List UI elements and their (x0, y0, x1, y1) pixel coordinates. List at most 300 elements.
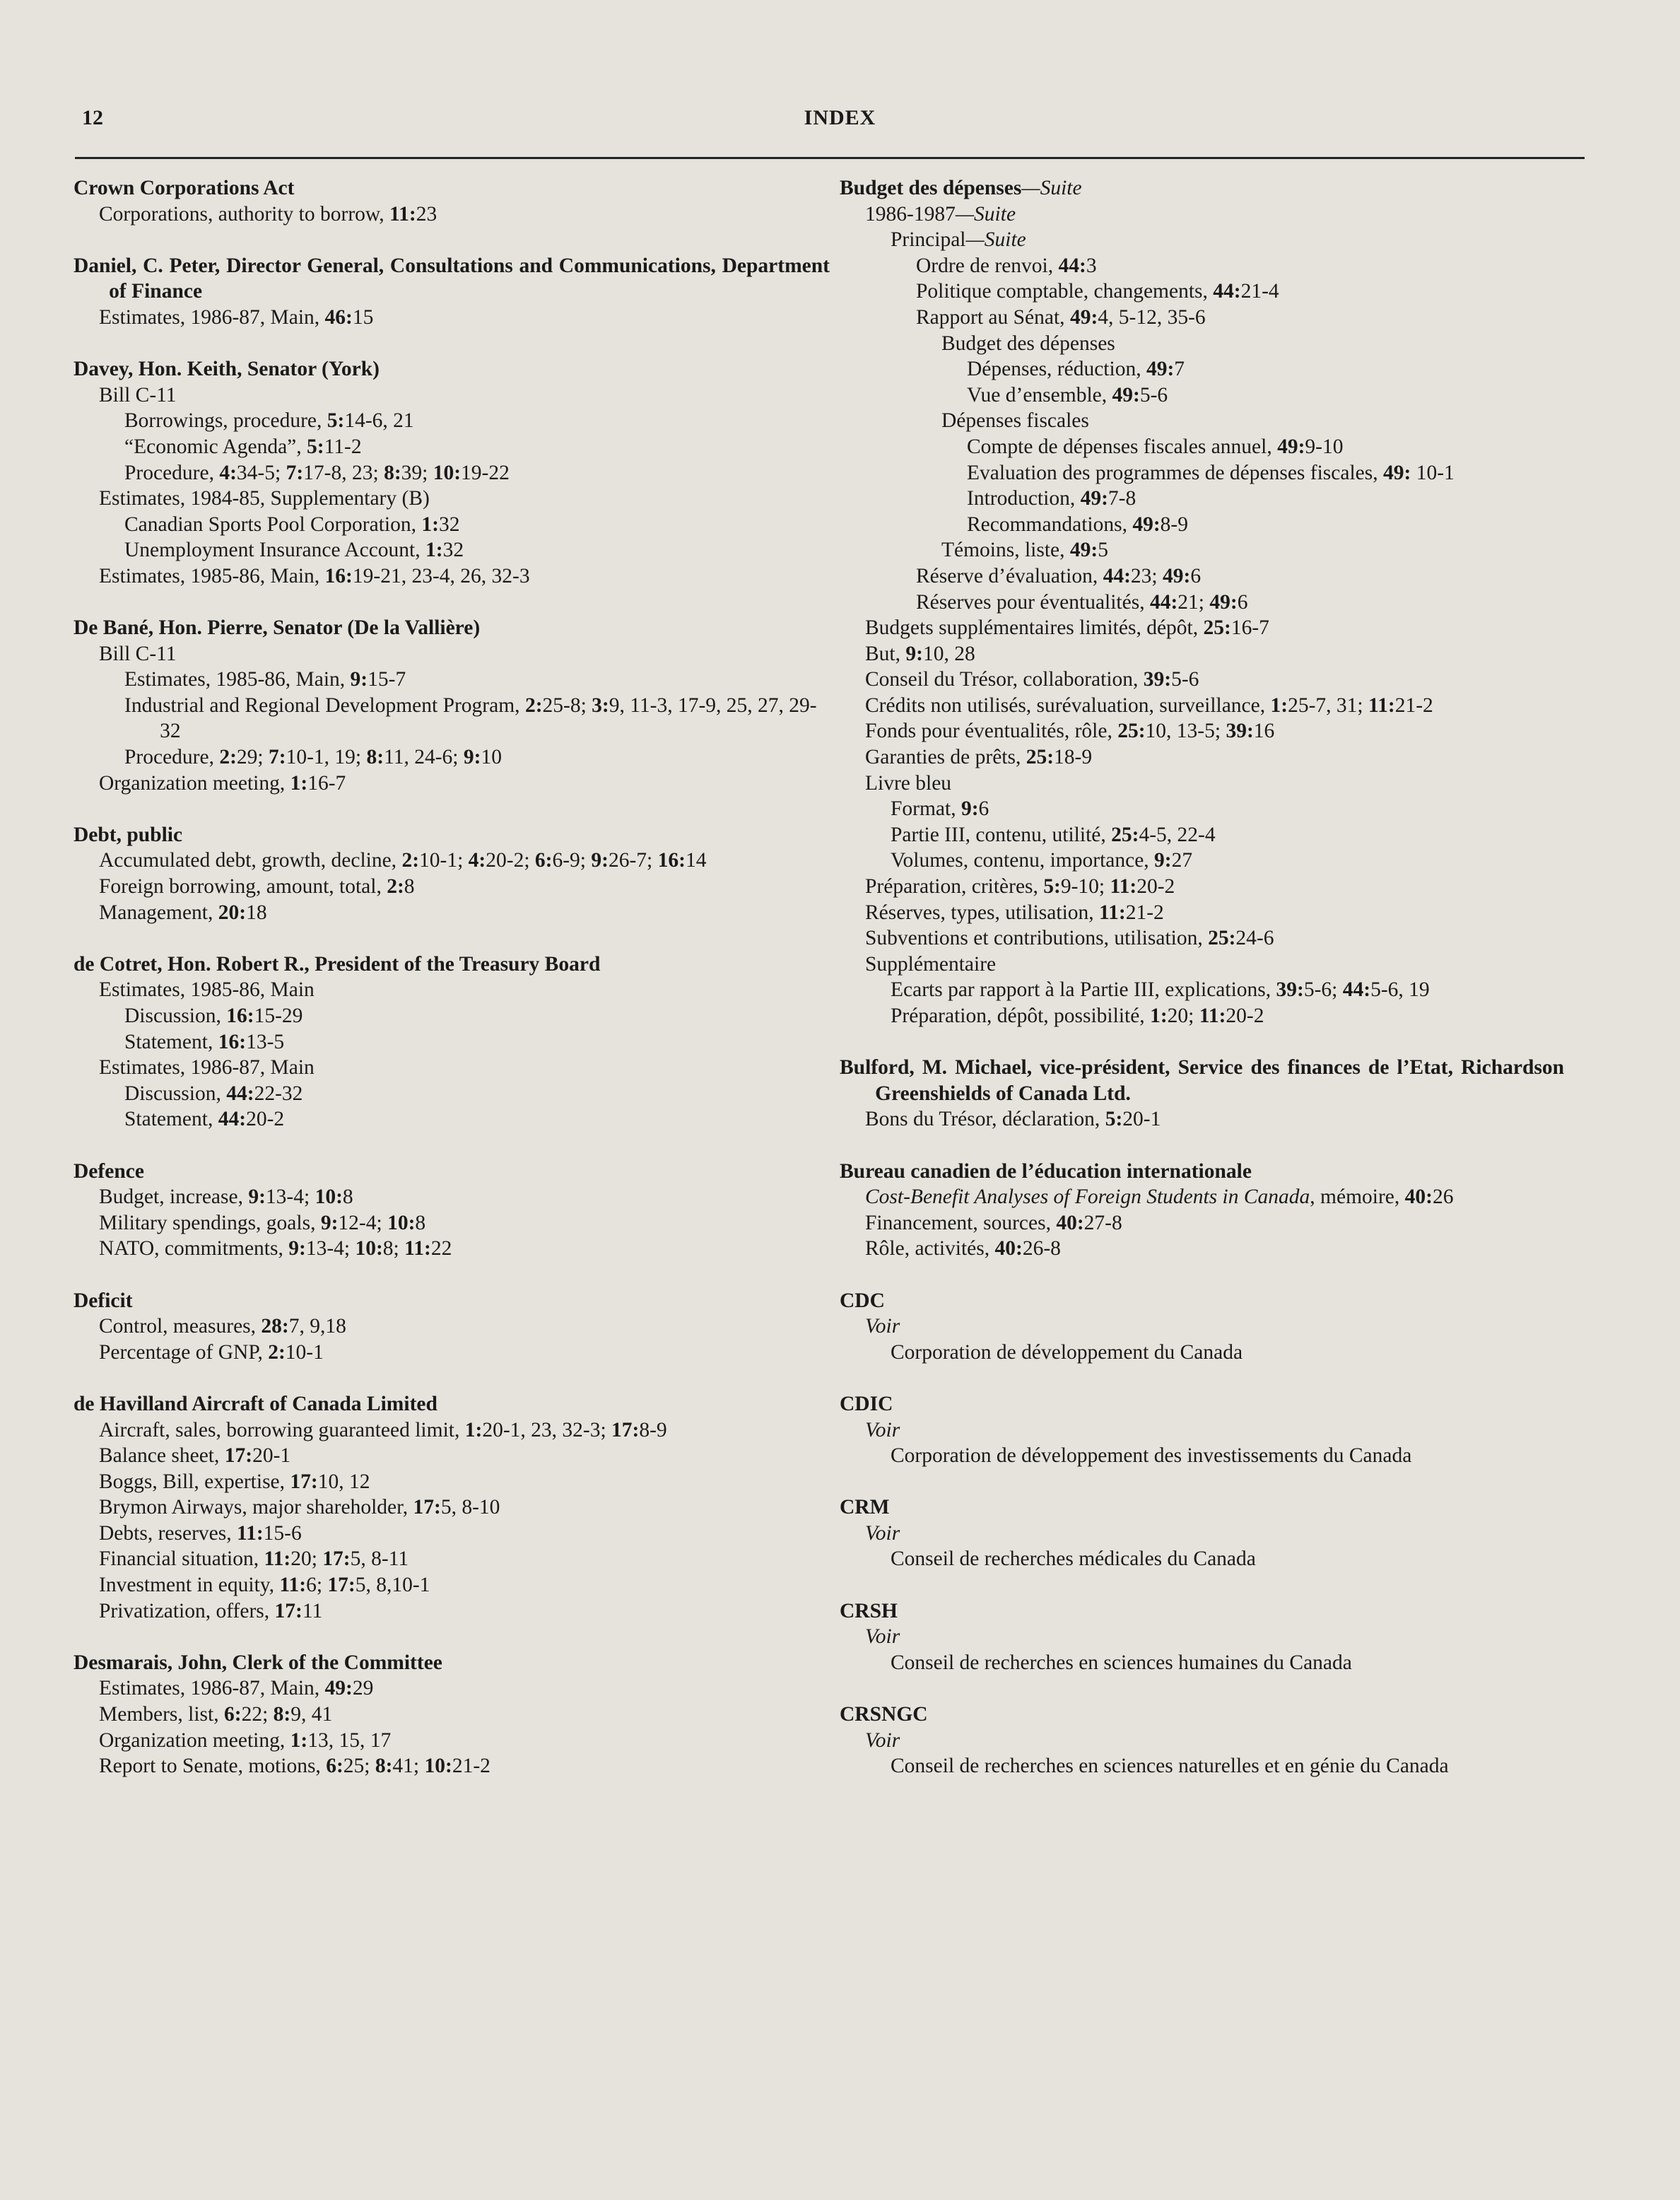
entry-text: 5-6 (1139, 383, 1168, 406)
index-entry (74, 1159, 830, 1262)
entry-subline (840, 1184, 1564, 1210)
entry-subline (74, 563, 830, 590)
entry-text: 16-7 (307, 771, 346, 795)
entry-subline (840, 227, 1564, 253)
entry-subline (840, 563, 1564, 590)
entry-subline (840, 1624, 1564, 1650)
entry-text: 41; (392, 1755, 425, 1778)
entry-text: 22; (241, 1703, 274, 1726)
entry-heading-suffix: —Suite (1021, 177, 1082, 199)
entry-text: Investment in equity, (99, 1574, 280, 1597)
entry-subline (840, 1753, 1564, 1779)
page-reference: 11: (279, 1574, 307, 1597)
entry-text: 4, 5-12, 35-6 (1098, 305, 1206, 329)
index-entry (74, 822, 830, 925)
page-reference: 44: (226, 1082, 254, 1105)
entry-text: Conseil de recherches en sciences naturelles et en génie du Canada (891, 1755, 1449, 1778)
entry-text: Budgets supplémentaires limités, dépôt, (865, 616, 1204, 640)
entry-subline (74, 693, 830, 744)
entry-text: Garanties de prêts, (865, 746, 1026, 769)
entry-text: Discussion, (124, 1082, 227, 1105)
entry-text: 3 (1086, 254, 1097, 277)
index-column-right (840, 175, 1564, 1805)
entry-text: Voir (865, 1418, 900, 1441)
page-reference: 8: (375, 1755, 393, 1778)
entry-subline (74, 1443, 830, 1469)
entry-text: 10-1; (419, 849, 469, 872)
entry-subline (74, 305, 830, 331)
entry-subline (74, 667, 830, 693)
entry-text: Subventions et contributions, utilisation, (865, 927, 1209, 950)
entry-text: 7, 9,18 (288, 1315, 346, 1338)
entry-subline (840, 1650, 1564, 1676)
entry-heading (74, 952, 830, 978)
entry-text: 13-4; (265, 1186, 315, 1209)
entry-text: 15 (352, 305, 374, 329)
entry-text: Aircraft, sales, borrowing guaranteed limit, (99, 1418, 465, 1441)
entry-text: Fonds pour éventualités, rôle, (865, 720, 1118, 743)
page-reference: 17: (322, 1547, 351, 1571)
index-entry (74, 175, 830, 227)
page-reference: 17: (290, 1470, 318, 1493)
entry-text: 19-21, 23-4, 26, 32-3 (352, 564, 530, 587)
entry-text: Réserve d’évaluation, (916, 564, 1103, 587)
entry-text: Military spendings, goals, (99, 1211, 321, 1234)
entry-text: Brymon Airways, major shareholder, (99, 1496, 413, 1519)
page-reference: 39: (1143, 668, 1172, 691)
entry-subline (74, 1184, 830, 1210)
page-reference: 17: (274, 1599, 302, 1622)
entry-text: 18 (246, 901, 267, 924)
entry-text: Ecarts par rapport à la Partie III, explications, (891, 978, 1276, 1002)
page-reference: 25: (1026, 746, 1055, 769)
entry-text: 9-10 (1305, 435, 1344, 458)
entry-subline (74, 1753, 830, 1779)
page-reference: 25: (1111, 823, 1139, 846)
entry-heading (74, 822, 830, 848)
entry-subline (840, 1521, 1564, 1547)
entry-text: 10-1 (1411, 461, 1455, 484)
entry-subline (840, 201, 1564, 228)
entry-text: Politique comptable, changements, (916, 280, 1214, 303)
entry-heading-text: Deficit (74, 1289, 133, 1312)
entry-subline (74, 1494, 830, 1521)
page-reference: 11: (389, 202, 416, 226)
page-reference: 3: (592, 694, 609, 717)
entry-heading-text: CRM (840, 1496, 890, 1519)
entry-text: 18-9 (1054, 746, 1093, 769)
entry-text: Estimates, 1986-87, Main (99, 1056, 315, 1079)
entry-text: 8; (382, 1237, 405, 1260)
page-reference: 44: (218, 1108, 247, 1131)
entry-text: Bill C-11 (99, 642, 177, 665)
entry-subline (840, 615, 1564, 641)
entry-text: —Suite (955, 202, 1016, 226)
page-reference: 40: (1056, 1211, 1084, 1234)
entry-subline (74, 977, 830, 1003)
entry-heading (74, 253, 830, 305)
page-reference: 9: (320, 1211, 339, 1234)
entry-heading (840, 1702, 1564, 1728)
entry-text: 5, 8,10-1 (355, 1574, 430, 1597)
entry-heading (74, 356, 830, 382)
index-entry (74, 952, 830, 1133)
entry-subline (74, 512, 830, 538)
entry-text: Budget, increase, (99, 1186, 249, 1209)
page-reference: 49: (1132, 513, 1161, 536)
entry-text: 8-9 (1160, 513, 1188, 536)
entry-text: 21-4 (1240, 280, 1279, 303)
entry-text: Bill C-11 (99, 383, 177, 406)
index-entry (74, 1650, 830, 1779)
entry-subline (74, 1210, 830, 1236)
entry-subline (74, 486, 830, 512)
page-reference: 44: (1342, 978, 1371, 1002)
entry-text: 5-6, 19 (1370, 978, 1430, 1002)
page-reference: 9: (591, 849, 609, 872)
entry-text: 12-4; (338, 1211, 388, 1234)
entry-text: 21-2 (452, 1755, 491, 1778)
page-reference: 2: (268, 1340, 286, 1364)
entry-text: Privatization, offers, (99, 1599, 275, 1622)
entry-text: Livre bleu (865, 771, 952, 795)
entry-text: Voir (865, 1521, 900, 1545)
entry-subline (74, 1055, 830, 1081)
entry-text: Corporation de développement des investissements du Canada (891, 1444, 1412, 1468)
entry-text: Partie III, contenu, utilité, (891, 823, 1112, 846)
entry-text: Estimates, 1986-87, Main, (99, 1677, 325, 1700)
entry-text: 25-8; (542, 694, 592, 717)
page-reference: 1: (425, 539, 443, 562)
entry-subline (74, 382, 830, 409)
entry-subline (74, 1728, 830, 1754)
page-reference: 49: (324, 1677, 353, 1700)
entry-text: 27 (1171, 849, 1193, 872)
entry-heading-text: Davey, Hon. Keith, Senator (York) (74, 358, 380, 381)
entry-text: Discussion, (124, 1005, 227, 1027)
entry-text: 21; (1177, 590, 1210, 614)
page-reference: 9: (288, 1237, 306, 1260)
entry-text: Estimates, 1984-85, Supplementary (B) (99, 487, 430, 510)
page-reference: 49: (1069, 539, 1098, 562)
page-reference: 44: (1103, 564, 1131, 587)
entry-subline (840, 279, 1564, 305)
entry-text: Financement, sources, (865, 1211, 1057, 1234)
entry-text: Procedure, (124, 746, 220, 769)
entry-text: Estimates, 1985-86, Main (99, 978, 315, 1002)
entry-heading-text: Desmarais, John, Clerk of the Committee (74, 1651, 442, 1674)
entry-text: Rôle, activités, (865, 1237, 995, 1260)
entry-text: Préparation, dépôt, possibilité, (891, 1005, 1151, 1027)
page-reference: 2: (387, 875, 404, 899)
page-reference: 9: (463, 746, 481, 769)
entry-text: 10, 28 (922, 642, 975, 665)
page-reference: 5: (307, 435, 324, 458)
entry-subline (840, 331, 1564, 357)
page-reference: 49: (1080, 487, 1108, 510)
entry-text: Balance sheet, (99, 1444, 225, 1468)
page-reference: 1: (290, 771, 308, 795)
entry-text: Corporation de développement du Canada (891, 1340, 1243, 1364)
page-reference: 4: (468, 849, 486, 872)
entry-text: 32 (442, 539, 464, 562)
entry-subline (840, 512, 1564, 538)
page-reference: 7: (269, 746, 286, 769)
entry-text: Accumulated debt, growth, decline, (99, 849, 402, 872)
entry-subline (74, 900, 830, 926)
entry-text: 20-2 (1136, 875, 1175, 899)
page-reference: 5: (1105, 1108, 1123, 1131)
page-reference: 25: (1208, 927, 1236, 950)
entry-text: Unemployment Insurance Account, (124, 539, 425, 562)
page-reference: 11: (1368, 694, 1395, 717)
entry-text: 13-4; (305, 1237, 356, 1260)
entry-text: 21-2 (1125, 901, 1164, 924)
entry-text: 14-6, 21 (344, 409, 414, 433)
page-reference: 16: (657, 849, 686, 872)
page-reference: 10: (387, 1211, 416, 1234)
entry-subline (840, 796, 1564, 822)
page-reference: 49: (1112, 383, 1140, 406)
entry-text: Procedure, (124, 461, 220, 484)
page-reference: 49: (1146, 358, 1175, 381)
entry-text: Organization meeting, (99, 771, 290, 795)
entry-text: 22 (430, 1237, 452, 1260)
entry-heading (74, 1288, 830, 1314)
entry-text: 7 (1174, 358, 1185, 381)
entry-text: Canadian Sports Pool Corporation, (124, 513, 422, 536)
entry-subline (840, 408, 1564, 434)
page-reference: 1: (464, 1418, 483, 1441)
entry-text: 20-2 (1226, 1005, 1264, 1027)
entry-text: 25; (343, 1755, 375, 1778)
entry-text: “Economic Agenda”, (124, 435, 307, 458)
index-entry (74, 356, 830, 589)
entry-heading-text: Daniel, C. Peter, Director General, Consultations and Communications, Department of Finance (74, 254, 830, 303)
entry-subline (74, 434, 830, 460)
index-entry (74, 1391, 830, 1624)
entry-text: 9, 41 (290, 1703, 333, 1726)
entry-heading (840, 175, 1564, 201)
entry-heading (74, 175, 830, 201)
entry-text: Compte de dépenses fiscales annuel, (967, 435, 1278, 458)
entry-text: 10 (481, 746, 502, 769)
entry-text: —Suite (965, 228, 1026, 252)
entry-subline (74, 537, 830, 563)
page-reference: 49: (1069, 305, 1098, 329)
page-reference: 44: (1149, 590, 1178, 614)
entry-text: Control, measures, (99, 1315, 262, 1338)
entry-text: Dépenses fiscales (941, 409, 1089, 433)
page-reference: 6: (326, 1755, 343, 1778)
entry-text: Volumes, contenu, importance, (891, 849, 1155, 872)
page-reference: 44: (1213, 280, 1241, 303)
entry-heading (840, 1598, 1564, 1625)
index-entry (840, 1159, 1564, 1262)
entry-text: Debts, reserves, (99, 1521, 237, 1545)
entry-text: Estimates, 1985-86, Main, (99, 564, 325, 587)
entry-subline (840, 1340, 1564, 1366)
entry-subline (840, 771, 1564, 797)
entry-text: Supplémentaire (865, 952, 997, 976)
entry-text: NATO, commitments, (99, 1237, 289, 1260)
entry-heading-text: CDC (840, 1289, 885, 1312)
entry-subline (74, 1598, 830, 1625)
entry-subline (840, 977, 1564, 1003)
index-entry (74, 615, 830, 796)
page-reference: 25: (1117, 720, 1146, 743)
entry-text: 5, 8-11 (350, 1547, 409, 1571)
page-reference: 1: (1270, 694, 1288, 717)
page-reference: 16: (218, 1030, 247, 1053)
entry-text: 34-5; (236, 461, 286, 484)
index-entry (74, 253, 830, 331)
entry-text: 8 (404, 875, 415, 899)
entry-text: 4-5, 22-4 (1139, 823, 1216, 846)
index-entry (840, 1702, 1564, 1779)
entry-subline (840, 1728, 1564, 1754)
entry-text: Boggs, Bill, expertise, (99, 1470, 290, 1493)
entry-text: Conseil du Trésor, collaboration, (865, 668, 1144, 691)
entry-subline (840, 537, 1564, 563)
entry-text: 26-7; (608, 849, 658, 872)
entry-text: Format, (891, 797, 961, 821)
entry-text: 10-1, 19; (286, 746, 367, 769)
entry-subline (840, 1546, 1564, 1572)
page-reference: 46: (324, 305, 353, 329)
entry-text: 24-6 (1235, 927, 1274, 950)
entry-text: Percentage of GNP, (99, 1340, 269, 1364)
entry-subline (74, 460, 830, 486)
entry-subline (74, 1572, 830, 1598)
page-reference: 20: (218, 901, 247, 924)
entry-text: 9-10; (1060, 875, 1110, 899)
entry-text: 8 (415, 1211, 426, 1234)
entry-heading-text: Budget des dépenses (840, 177, 1022, 199)
page-reference: 1: (421, 513, 439, 536)
page-reference: 9: (905, 642, 923, 665)
entry-text: 5-6 (1171, 668, 1199, 691)
entry-text: Conseil de recherches en sciences humaines du Canada (891, 1651, 1352, 1674)
entry-subline (840, 253, 1564, 279)
entry-heading (74, 1650, 830, 1676)
entry-heading-text: CRSH (840, 1599, 898, 1622)
entry-heading-text: de Havilland Aircraft of Canada Limited (74, 1392, 437, 1415)
entry-heading-text: CRSNGC (840, 1703, 928, 1726)
entry-text: 20-1, 23, 32-3; (482, 1418, 612, 1441)
entry-subline (74, 1313, 830, 1340)
entry-text: 10, 12 (317, 1470, 370, 1493)
page-reference: 17: (413, 1496, 441, 1519)
entry-text: 21-2 (1394, 694, 1433, 717)
entry-subline (840, 848, 1564, 874)
page-reference: 40: (994, 1237, 1023, 1260)
page-reference: 9: (961, 797, 979, 821)
entry-heading-text: Bureau canadien de l’éducation internationale (840, 1159, 1252, 1183)
page-reference: 5: (1043, 875, 1061, 899)
entry-text: 27-8 (1083, 1211, 1122, 1234)
entry-text: Préparation, critères, (865, 875, 1044, 899)
entry-subline (840, 952, 1564, 978)
entry-text: 1986-1987 (865, 202, 956, 226)
entry-text: Dépenses, réduction, (967, 358, 1146, 381)
index-column-left (74, 175, 830, 1805)
entry-text: 23 (416, 202, 437, 226)
page-reference: 49: (1383, 461, 1411, 484)
entry-heading (74, 1159, 830, 1185)
page-reference: 10: (424, 1755, 452, 1778)
entry-text: 29; (236, 746, 269, 769)
page-reference: 17: (224, 1444, 253, 1468)
page-reference: 25: (1203, 616, 1231, 640)
page-reference: 9: (1154, 849, 1172, 872)
entry-text: 15-7 (368, 668, 406, 691)
entry-subline (74, 744, 830, 771)
entry-text: 29 (352, 1677, 374, 1700)
entry-text: 10, 13-5; (1145, 720, 1226, 743)
entry-text: 10-1 (285, 1340, 324, 1364)
entry-text: Voir (865, 1625, 900, 1649)
page-reference: 10: (433, 461, 462, 484)
page-reference: 11: (404, 1237, 431, 1260)
entry-text: Ordre de renvoi, (916, 254, 1059, 277)
entry-subline (840, 1443, 1564, 1469)
entry-text: 17-8, 23; (303, 461, 384, 484)
entry-text: Members, list, (99, 1703, 224, 1726)
entry-subline (840, 590, 1564, 616)
page-number: 12 (82, 106, 103, 129)
entry-heading (74, 1391, 830, 1417)
entry-subline (840, 1210, 1564, 1236)
entry-subline (840, 356, 1564, 382)
entry-text: Principal (891, 228, 966, 252)
entry-text: 14 (685, 849, 707, 872)
page-reference: 6: (224, 1703, 242, 1726)
entry-subline (840, 1417, 1564, 1444)
entry-text: 20-2 (246, 1108, 285, 1131)
index-entry (840, 175, 1564, 1029)
entry-text: 6; (306, 1574, 328, 1597)
index-entry (74, 1288, 830, 1366)
entry-text: Organization meeting, (99, 1728, 290, 1752)
entry-text: Corporations, authority to borrow, (99, 202, 390, 226)
entry-text: 6 (978, 797, 989, 821)
entry-text: Introduction, (967, 487, 1081, 510)
entry-subline (840, 434, 1564, 460)
entry-text: Cost-Benefit Analyses of Foreign Students in Canada (865, 1186, 1310, 1209)
entry-text: Réserves, types, utilisation, (865, 901, 1100, 924)
index-entry (840, 1288, 1564, 1366)
entry-text: 20-1 (252, 1444, 291, 1468)
page-reference: 44: (1058, 254, 1086, 277)
page-reference: 2: (219, 746, 237, 769)
header-rule (75, 157, 1585, 159)
entry-text: 6 (1190, 564, 1202, 587)
entry-text: Evaluation des programmes de dépenses fiscales, (967, 461, 1383, 484)
entry-text: 20-1 (1122, 1108, 1161, 1131)
page-reference: 8: (273, 1703, 291, 1726)
entry-subline (74, 1469, 830, 1495)
entry-text: Statement, (124, 1108, 218, 1131)
entry-text: Budget des dépenses (941, 332, 1115, 355)
page-reference: 11: (1110, 875, 1137, 899)
entry-subline (74, 1702, 830, 1728)
entry-text: Vue d’ensemble, (967, 383, 1112, 406)
entry-text: 7-8 (1108, 487, 1136, 510)
entry-text: But, (865, 642, 906, 665)
entry-subline (74, 1236, 830, 1262)
entry-text: 20; (290, 1547, 323, 1571)
